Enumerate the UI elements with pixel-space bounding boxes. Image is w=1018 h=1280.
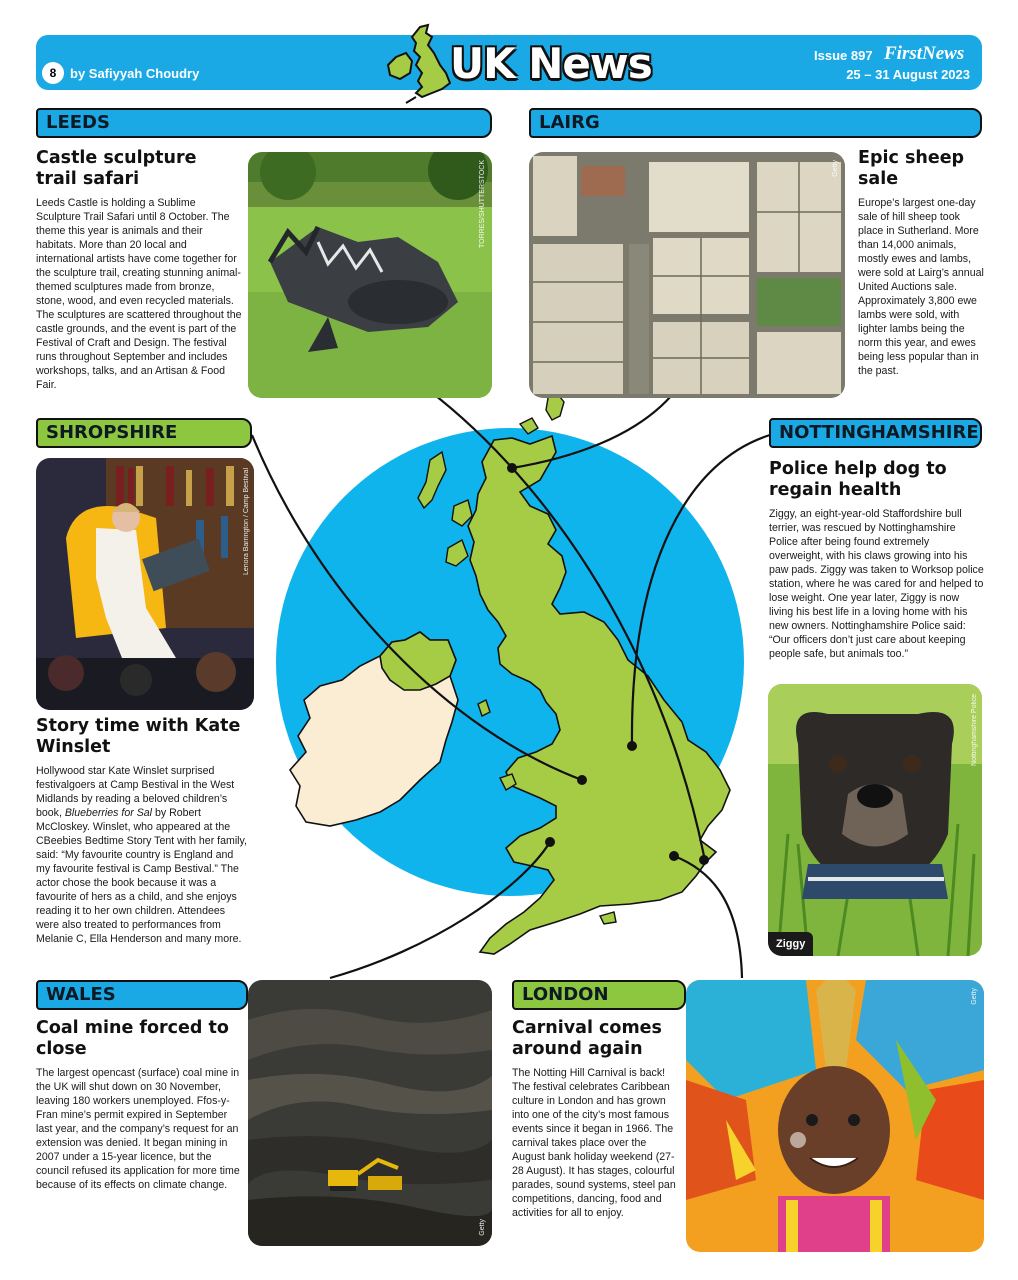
headline-wales: Coal mine forced to close: [36, 1018, 229, 1059]
book-title: Blueberries for Sal: [64, 807, 153, 819]
uk-map-icon: [376, 23, 454, 107]
byline: by Safiyyah Choudry: [70, 66, 200, 81]
section-banner-london: LONDON: [512, 980, 686, 1010]
northern-ireland-shape: [380, 632, 456, 690]
location-dot-shropshire: [577, 775, 587, 785]
orkney-shape: [520, 418, 538, 434]
location-dot-nottinghamshire: [627, 741, 637, 751]
photo-credit-nottinghamshire: Nottinghamshire Police: [971, 694, 978, 766]
section-banner-lairg: LAIRG: [529, 108, 982, 138]
photo-credit-leeds: TORRES/SHUTTERSTOCK: [479, 160, 486, 249]
body-shropshire: [36, 764, 250, 946]
page-header: [36, 35, 982, 90]
photo-coal-mine: [248, 980, 492, 1246]
isle-of-man-shape: [478, 700, 490, 716]
body-nottinghamshire: Ziggy, an eight-year-old Staffordshire bull terrier, was rescued by Nottinghamshire Police after being found extremely overweight, with his claws growing into his paw pads. Ziggy was taken to Worksop police station, where he was cared for and helped to lose weight. One year later, Ziggy is now living his best life in a loving home with his new owners. Nottinghamshire Police said: “Our officers don’t just care about keeping people safe, but animals too.”: [769, 508, 984, 660]
skye-shape: [452, 500, 472, 526]
photo-carnival-child: [686, 980, 984, 1252]
issue-number: Issue 897: [814, 48, 873, 63]
connector-line-shropshire: [252, 435, 582, 780]
photo-kate-winslet: [36, 458, 254, 710]
photo-ziggy-dog: [768, 684, 982, 956]
headline-leeds: Castle sculpture trail safari: [36, 148, 197, 189]
photo-caption-ziggy: Ziggy: [768, 932, 813, 956]
photo-crocodile-sculpture: [248, 152, 492, 398]
page-title: UK News: [450, 39, 652, 88]
headline-nottinghamshire: Police help dog to regain health: [769, 459, 947, 500]
isle-of-wight-shape: [600, 912, 616, 924]
location-dot-wales: [545, 837, 555, 847]
body-shropshire-part1: Hollywood star Kate Winslet surprised festivalgoers at Camp Bestival in the West Midlands by reading a beloved children’s book,: [36, 765, 235, 819]
connector-line-london: [674, 856, 742, 978]
section-banner-shropshire: SHROPSHIRE: [36, 418, 252, 448]
mull-shape: [446, 540, 468, 566]
western-isles-shape: [418, 452, 446, 508]
body-wales: The largest opencast (surface) coal mine in the UK will shut down on 30 November, leaving 180 workers unemployed. Ffos-y-Fran mine’s permit expired in September last year, and the company’s request for an extension was denied. It began mining in 2007 under a 15-year licence, but the council refused its application for more time because of its effects on climate change.: [36, 1067, 240, 1191]
body-leeds: Leeds Castle is holding a Sublime Sculpture Trail Safari until 8 October. The theme this year is animals and their habitats. More than 20 local and international artists have come together for the sculpture trail, creating stunning animal-themed sculptures made from bronze, stone, wood, and even recycled materials. The sculptures are scattered throughout the castle grounds, and the event is part of the Festival of Craft and Design. The festival runs throughout September and includes workshops, talks, and an Artisan & Food Fair.: [36, 197, 242, 391]
location-dot-london: [669, 851, 679, 861]
body-lairg: Europe’s largest one-day sale of hill sheep took place in Sutherland. More than 14,000 animals, mostly ewes and lambs, were sold at Lairg’s annual United Auctions sale. Approximately 3,800 ewe lambs were sold, with lighter lambs being the norm this year, and ewes being less popular than in the past.: [858, 197, 984, 377]
section-banner-wales: WALES: [36, 980, 248, 1010]
page-number: 8: [42, 62, 64, 84]
connector-line-leeds: [415, 380, 704, 856]
photo-credit-lairg: Getty: [832, 160, 839, 177]
issue-dates: 25 – 31 August 2023: [846, 67, 970, 82]
connector-line-nottinghamshire: [632, 435, 770, 746]
body-london: The Notting Hill Carnival is back! The festival celebrates Caribbean culture in London and has grown into one of the city’s most famous events since it began in 1966. The carnival takes place over the August bank holiday weekend (27-28 August). It has stages, colourful parades, sound systems, steel pan competitions, dancing, food and activities for all to enjoy.: [512, 1067, 676, 1219]
photo-credit-wales: Getty: [479, 1219, 486, 1236]
headline-london: Carnival comes around again: [512, 1018, 662, 1059]
brand-logo: FirstNews: [884, 43, 965, 64]
photo-credit-shropshire: Lenora Barrington / Camp Bestival: [243, 468, 250, 575]
ireland-shape: [290, 632, 458, 826]
section-banner-nottinghamshire: NOTTINGHAMSHIRE: [769, 418, 982, 448]
sea-circle: [276, 428, 744, 896]
photo-credit-london: Getty: [971, 988, 978, 1005]
headline-lairg: Epic sheep sale: [858, 148, 965, 189]
great-britain-shape: [468, 436, 730, 954]
location-dot-lairg: [507, 463, 517, 473]
connector-line-wales: [330, 842, 550, 978]
anglesey-shape: [500, 774, 516, 790]
headline-shropshire: Story time with Kate Winslet: [36, 716, 241, 757]
location-dot-leeds: [699, 855, 709, 865]
photo-sheep-pens: [529, 152, 845, 398]
section-banner-leeds: LEEDS: [36, 108, 492, 138]
body-shropshire-part2: by Robert McCloskey. Winslet, who appeared at the CBeebies Bedtime Story Tent with her family, said: “My favourite country is England and my favourite festival is Camp Bestival.” The actor chose the book because it was a favourite of hers as a child, and she enjoys reading it to her own children. Attendees were also treated to performances from Melanie C, Ella Henderson and many more.: [36, 807, 247, 945]
